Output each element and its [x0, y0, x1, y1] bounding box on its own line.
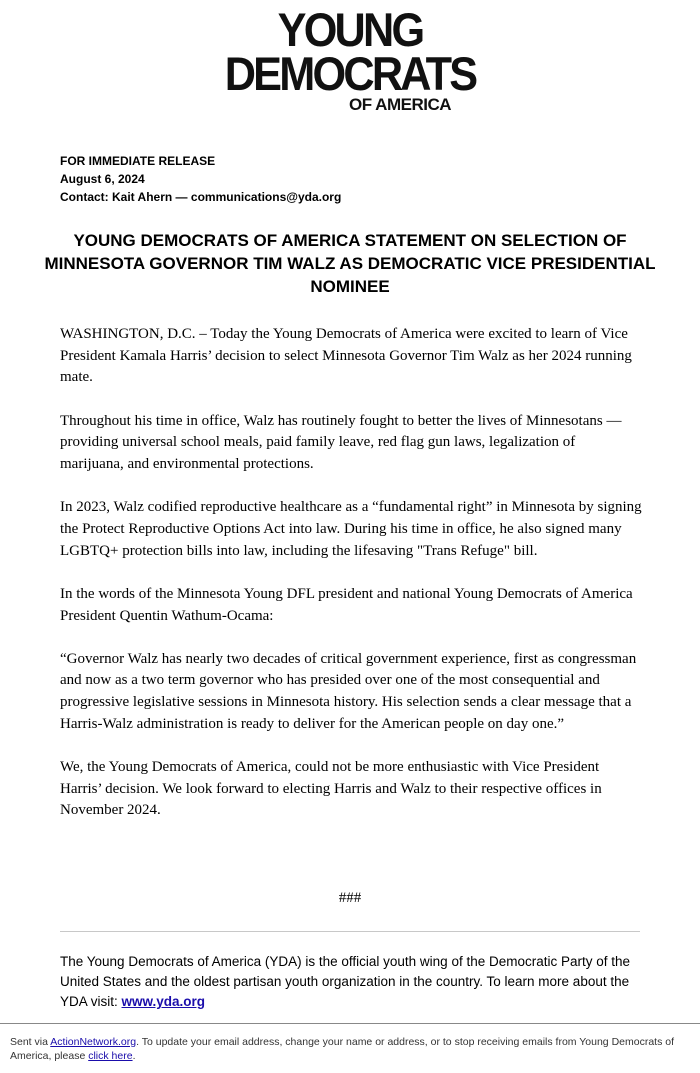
- unsubscribe-link[interactable]: click here: [88, 1050, 133, 1062]
- footer-text: . To update your email address, change your name or address, or to stop receiving emails from Young Democrats of America, please: [10, 1036, 675, 1062]
- press-release-body: [60, 324, 642, 844]
- yda-logo: [0, 3, 700, 114]
- logo-line-democrats: DEMOCRATS: [224, 47, 476, 100]
- end-mark: ###: [338, 890, 362, 906]
- about-yda: [60, 952, 645, 1012]
- press-release-headline: YOUNG DEMOCRATS OF AMERICA STATEMENT ON SELECTION OF MINNESOTA GOVERNOR TIM WALZ AS DEMOCRATIC VICE PRESIDENTIAL NOMINEE: [44, 231, 656, 296]
- release-meta: [60, 152, 341, 206]
- logo-line-of-america: OF AMERICA: [348, 95, 452, 114]
- body-paragraph: WASHINGTON, D.C. – Today the Young Democrats of America were excited to learn of Vice President Kamala Harris’ decision to select Minnesota Governor Tim Walz as her 2024 running mate.: [60, 326, 632, 386]
- body-paragraph: In 2023, Walz codified reproductive healthcare as a “fundamental right” in Minnesota by signing the Protect Reproductive Options Act into law. During his time in office, he also signed many LGBTQ+ protection bills into law, including the lifesaving "Trans Refuge" bill.: [60, 499, 642, 559]
- about-text: The Young Democrats of America (YDA) is the official youth wing of the Democratic Party of the United States and the oldest partisan youth organization in the country. To learn more about the YDA visit:: [60, 954, 631, 1009]
- release-date: August 6, 2024: [60, 172, 145, 186]
- actionnetwork-link[interactable]: ActionNetwork.org: [50, 1036, 137, 1048]
- footer-end: .: [132, 1050, 136, 1062]
- logo-line-young: YOUNG: [277, 3, 423, 56]
- body-paragraph: Throughout his time in office, Walz has routinely fought to better the lives of Minnesotans — providing universal school meals, paid family leave, red flag gun laws, legalization of marijuana, and environmental protections.: [60, 412, 622, 473]
- yda-website-link[interactable]: www.yda.org: [121, 994, 206, 1009]
- email-footer: [0, 1023, 700, 1073]
- footer-sent-via: Sent via: [10, 1036, 51, 1048]
- release-contact: Contact: Kait Ahern — communications@yda.org: [60, 190, 342, 204]
- release-label: FOR IMMEDIATE RELEASE: [60, 154, 216, 168]
- body-quote: “Governor Walz has nearly two decades of critical government experience, first as congressman and now as a two term governor who has presided over one of the most consequential and progressive legislative sessions in Minnesota history. His selection sends a clear message that a Harris-Walz administration is ready to deliver for the American people on day one.”: [60, 650, 637, 732]
- body-paragraph: We, the Young Democrats of America, could not be more enthusiastic with Vice President Harris’ decision. We look forward to electing Harris and Walz to their respective offices in November 2024.: [60, 759, 602, 819]
- divider: [60, 931, 640, 932]
- body-paragraph: In the words of the Minnesota Young DFL president and national Young Democrats of America President Quentin Wathum-Ocama:: [60, 585, 633, 624]
